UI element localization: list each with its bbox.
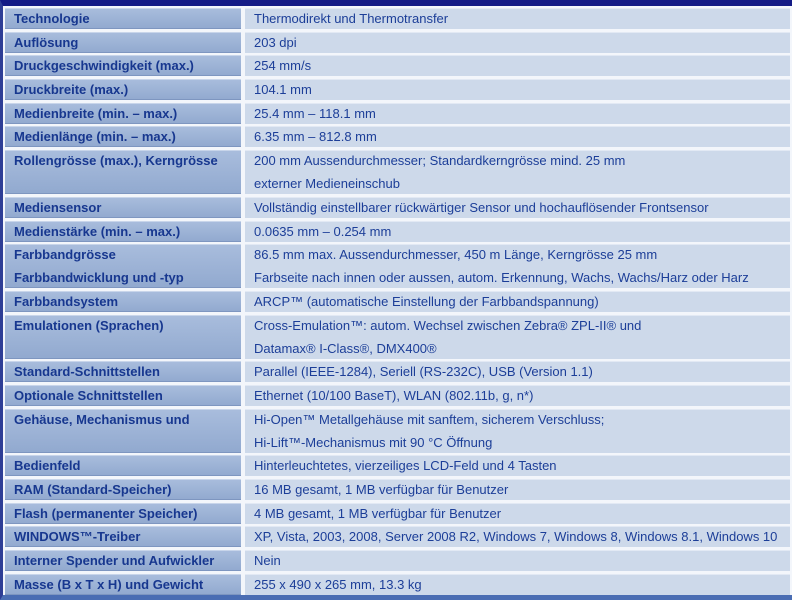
- spec-label-text: Mediensensor: [14, 199, 102, 215]
- spec-label-cell: [5, 55, 241, 76]
- spec-value-cell: [245, 315, 790, 359]
- spec-label-cell: [5, 126, 241, 147]
- spec-value-cell: [245, 150, 790, 194]
- spec-label-text: Rollengrösse (max.), Kerngrösse: [14, 153, 218, 169]
- table-row: [5, 503, 790, 524]
- spec-value-cell: [245, 103, 790, 124]
- spec-value-cell: [245, 409, 790, 453]
- table-row: [5, 409, 790, 453]
- spec-label-text: Druckgeschwindigkeit (max.): [14, 58, 194, 74]
- spec-label-cell: [5, 574, 241, 595]
- spec-value-text: Hinterleuchtetes, vierzeiliges LCD-Feld und 4 Tasten: [254, 458, 557, 474]
- table-row: [5, 103, 790, 124]
- spec-value-cell: [245, 550, 790, 571]
- spec-label-cell: [5, 79, 241, 100]
- spec-label-cell: [5, 291, 241, 312]
- spec-value-text: Parallel (IEEE-1284), Seriell (RS-232C), USB (Version 1.1): [254, 364, 593, 380]
- spec-value-text: XP, Vista, 2003, 2008, Server 2008 R2, Windows 7, Windows 8, Windows 8.1, Windows 10: [254, 529, 778, 545]
- spec-value-cell: [245, 455, 790, 476]
- spec-label-cell: [5, 221, 241, 242]
- spec-value-text: 255 x 490 x 265 mm, 13.3 kg: [254, 576, 422, 592]
- spec-value-text: 104.1 mm: [254, 82, 312, 98]
- table-row: [5, 361, 790, 382]
- spec-label-text: Flash (permanenter Speicher): [14, 505, 198, 521]
- table-row: [5, 32, 790, 53]
- spec-label-cell: [5, 479, 241, 500]
- spec-value-text: 6.35 mm – 812.8 mm: [254, 129, 377, 145]
- spec-value-cell: [245, 55, 790, 76]
- spec-value-text: 16 MB gesamt, 1 MB verfügbar für Benutzer: [254, 482, 509, 497]
- spec-label-cell: [5, 361, 241, 382]
- table-row: [5, 55, 790, 76]
- spec-label-cell: [5, 385, 241, 406]
- spec-value-text: externer Medieneinschub: [254, 176, 400, 192]
- spec-label-text: Emulationen (Sprachen): [14, 317, 164, 333]
- spec-label-text: Medienstärke (min. – max.): [14, 223, 181, 239]
- spec-label-text: Bedienfeld: [14, 458, 81, 474]
- spec-label-cell: [5, 503, 241, 524]
- spec-label-cell: [5, 550, 241, 571]
- spec-label-text: Medienbreite (min. – max.): [14, 105, 178, 121]
- table-row: [5, 244, 790, 288]
- spec-label-cell: [5, 315, 241, 359]
- spec-label-text: Optionale Schnittstellen: [14, 387, 163, 403]
- table-row: [5, 221, 790, 242]
- table-row: [5, 479, 790, 500]
- spec-label-cell: [5, 526, 241, 547]
- spec-label-text: Farbbandwicklung und -typ: [14, 270, 184, 286]
- table-row: [5, 455, 790, 476]
- spec-label-cell: [5, 409, 241, 453]
- spec-value-cell: [245, 221, 790, 242]
- spec-value-text: Hi-Lift™-Mechanismus mit 90 °C Öffnung: [254, 434, 493, 450]
- spec-label-text: Farbbandsystem: [14, 293, 119, 309]
- spec-value-cell: [245, 244, 790, 288]
- spec-label-cell: [5, 197, 241, 218]
- spec-value-text: Nein: [254, 553, 281, 569]
- spec-value-text: 86.5 mm max. Aussendurchmesser, 450 m Länge, Kerngrösse 25 mm: [254, 247, 658, 263]
- spec-value-cell: [245, 79, 790, 100]
- spec-value-text: 200 mm Aussendurchmesser; Standardkerngrösse mind. 25 mm: [254, 153, 626, 169]
- spec-value-cell: [245, 385, 790, 406]
- spec-value-text: 0.0635 mm – 0.254 mm: [254, 223, 392, 239]
- table-row: [5, 526, 790, 547]
- spec-value-cell: [245, 32, 790, 53]
- spec-value-text: 4 MB gesamt, 1 MB verfügbar für Benutzer: [254, 505, 502, 521]
- spec-label-cell: [5, 32, 241, 53]
- spec-label-cell: [5, 103, 241, 124]
- spec-value-cell: [245, 479, 790, 500]
- table-row: [5, 315, 790, 359]
- table-row: [5, 8, 790, 29]
- spec-value-cell: [245, 574, 790, 595]
- spec-label-text: Auflösung: [14, 34, 79, 50]
- spec-value-cell: [245, 291, 790, 312]
- spec-value-cell: [245, 8, 790, 29]
- table-row: [5, 291, 790, 312]
- spec-label-text: WINDOWS™-Treiber: [14, 529, 141, 545]
- table-row: [5, 126, 790, 147]
- table-row: [5, 574, 790, 595]
- spec-label-text: Masse (B x T x H) und Gewicht: [14, 576, 204, 592]
- spec-label-cell: [5, 455, 241, 476]
- spec-label-text: Medienlänge (min. – max.): [14, 129, 176, 145]
- spec-label-text: Gehäuse, Mechanismus und: [14, 411, 190, 427]
- spec-value-text: 25.4 mm – 118.1 mm: [254, 105, 376, 121]
- spec-label-cell: [5, 8, 241, 29]
- spec-label-text: RAM (Standard-Speicher): [14, 482, 172, 497]
- table-row: [5, 385, 790, 406]
- table-row: [5, 150, 790, 194]
- spec-label-text: Standard-Schnittstellen: [14, 364, 160, 380]
- spec-label-cell: [5, 244, 241, 288]
- spec-value-text: Datamax® I-Class®, DMX400®: [254, 340, 437, 356]
- spec-value-cell: [245, 503, 790, 524]
- spec-label-text: Druckbreite (max.): [14, 82, 129, 98]
- spec-value-text: Thermodirekt und Thermotransfer: [254, 11, 449, 26]
- spec-value-cell: [245, 197, 790, 218]
- spec-value-cell: [245, 126, 790, 147]
- spec-value-text: Ethernet (10/100 BaseT), WLAN (802.11b, g, n*): [254, 387, 534, 403]
- table-row: [5, 550, 790, 571]
- spec-label-text: Farbbandgrösse: [14, 247, 116, 263]
- spec-value-cell: [245, 526, 790, 547]
- spec-value-text: 203 dpi: [254, 34, 297, 50]
- spec-value-text: 254 mm/s: [254, 58, 312, 74]
- spec-value-text: ARCP™ (automatische Einstellung der Farbbandspannung): [254, 293, 599, 309]
- table-row: [5, 197, 790, 218]
- spec-value-cell: [245, 361, 790, 382]
- spec-value-text: Farbseite nach innen oder aussen, autom. Erkennung, Wachs, Wachs/Harz oder Harz: [254, 270, 749, 286]
- table-row: [5, 79, 790, 100]
- spec-value-text: Cross-Emulation™: autom. Wechsel zwischen Zebra® ZPL-II® und: [254, 317, 642, 333]
- spec-label-text: Interner Spender und Aufwickler: [14, 553, 215, 569]
- spec-value-text: Hi-Open™ Metallgehäuse mit sanftem, sicherem Verschluss;: [254, 411, 605, 427]
- spec-label-text: Technologie: [14, 11, 90, 26]
- spec-value-text: Vollständig einstellbarer rückwärtiger Sensor und hochauflösender Frontsensor: [254, 199, 709, 215]
- spec-label-cell: [5, 150, 241, 194]
